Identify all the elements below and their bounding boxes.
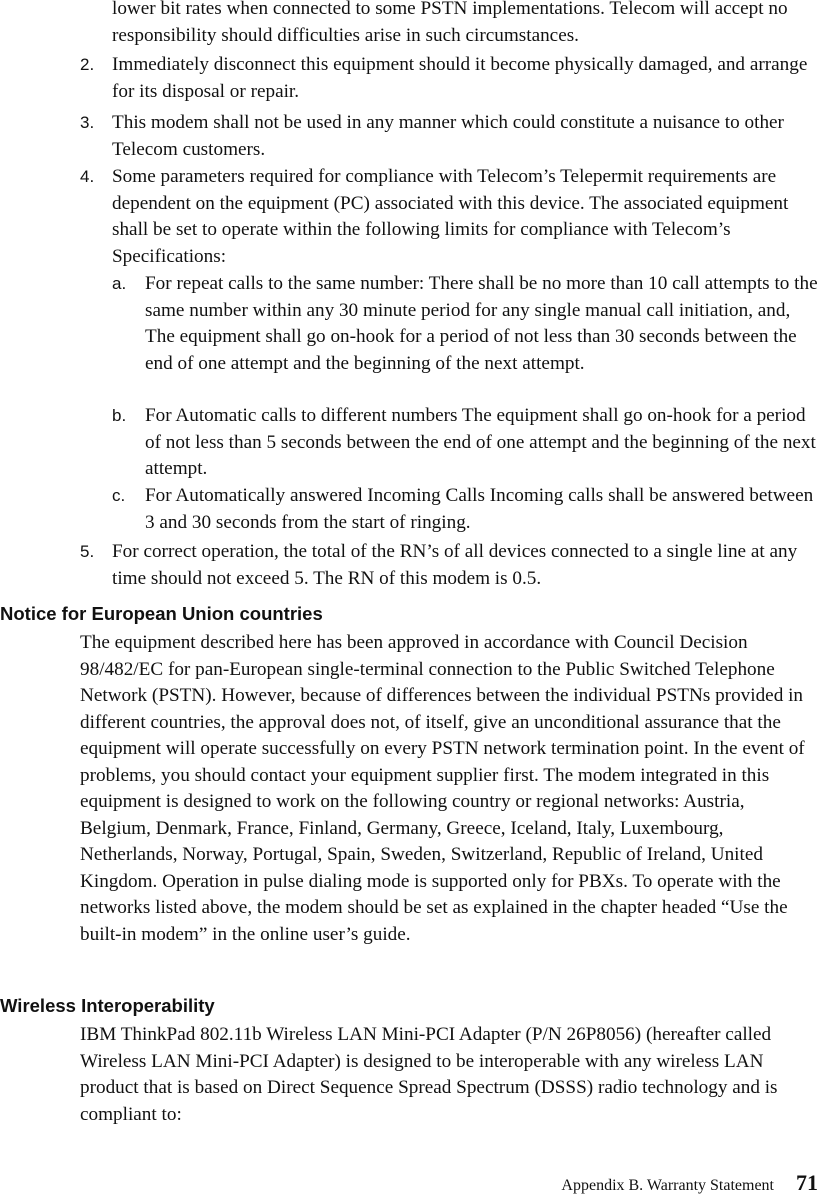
section-heading-eu: Notice for European Union countries bbox=[0, 603, 323, 624]
item-1-continuation: lower bit rates when connected to some PSTN implementations. Telecom will accept no responsibility should difficulties arise in such circumstances. bbox=[112, 0, 788, 46]
sub-item-letter: c. bbox=[112, 486, 126, 505]
list-item-text: For correct operation, the total of the RN’s of all devices connected to a single line at any time should not exceed 5. The RN of this modem is 0.5. bbox=[112, 541, 798, 589]
footer-section-title: Appendix B. Warranty Statement bbox=[561, 1177, 774, 1194]
list-number: 2. bbox=[80, 55, 95, 74]
section-heading-wireless: Wireless Interoperability bbox=[0, 995, 215, 1016]
list-item-text: Some parameters required for compliance with Telecom’s Telepermit requirements are dependent on the equipment (PC) associated with this device. The associated equipment shall be set to operate within the following limits for compliance with Telecom’s Specifications: bbox=[112, 166, 789, 267]
sub-item-text: For Automatic calls to different numbers The equipment shall go on-hook for a period of not less than 5 seconds between the end of one attempt and the beginning of the next attempt. bbox=[145, 405, 816, 479]
sub-item-letter: a. bbox=[112, 274, 127, 293]
eu-notice-paragraph: The equipment described here has been approved in accordance with Council Decision 98/482/EC for pan-European single-terminal connection to the Public Switched Telephone Network (PSTN). However, because of differences between the individual PSTNs provided in different countries, the approval does not, of itself, give an unconditional assurance that the equipment will operate successfully on every PSTN network termination point. In the event of problems, you should contact your equipment supplier first. The modem integrated in this equipment is designed to work on the following country or regional networks: Austria, Belgium, Denmark, France, Finland, Germany, Greece, Iceland, Italy, Luxembourg, Netherlands, Norway, Portugal, Spain, Sweden, Switzerland, Republic of Ireland, United Kingdom. Operation in pulse dialing mode is supported only for PBXs. To operate with the networks listed above, the modem should be set as explained in the chapter headed “Use the built-in modem” in the online user’s guide. bbox=[80, 632, 805, 945]
list-item-text: This modem shall not be used in any manner which could constitute a nuisance to other Telecom customers. bbox=[112, 112, 784, 160]
list-item-text: Immediately disconnect this equipment should it become physically damaged, and arrange for its disposal or repair. bbox=[112, 54, 808, 102]
list-number: 5. bbox=[80, 542, 95, 561]
sub-item-letter: b. bbox=[112, 406, 127, 425]
wireless-paragraph: IBM ThinkPad 802.11b Wireless LAN Mini-PCI Adapter (P/N 26P8056) (hereafter called Wireless LAN Mini-PCI Adapter) is designed to be interoperable with any wireless LAN product that is based on Direct Sequence Spread Spectrum (DSSS) radio technology and is compliant to: bbox=[80, 1024, 778, 1125]
sub-item-text: For repeat calls to the same number: There shall be no more than 10 call attempts to the same number within any 30 minute period for any single manual call initiation, and, The equipment shall go on-hook for a period of not less than 30 seconds between the end of one attempt and the beginning of the next attempt. bbox=[145, 273, 818, 374]
list-number: 3. bbox=[80, 113, 95, 132]
page-footer bbox=[561, 1170, 818, 1200]
page-number: 71 bbox=[796, 1170, 818, 1195]
sub-item-text: For Automatically answered Incoming Calls Incoming calls shall be answered between 3 and 30 seconds from the start of ringing. bbox=[145, 485, 814, 533]
list-number: 4. bbox=[80, 167, 95, 186]
